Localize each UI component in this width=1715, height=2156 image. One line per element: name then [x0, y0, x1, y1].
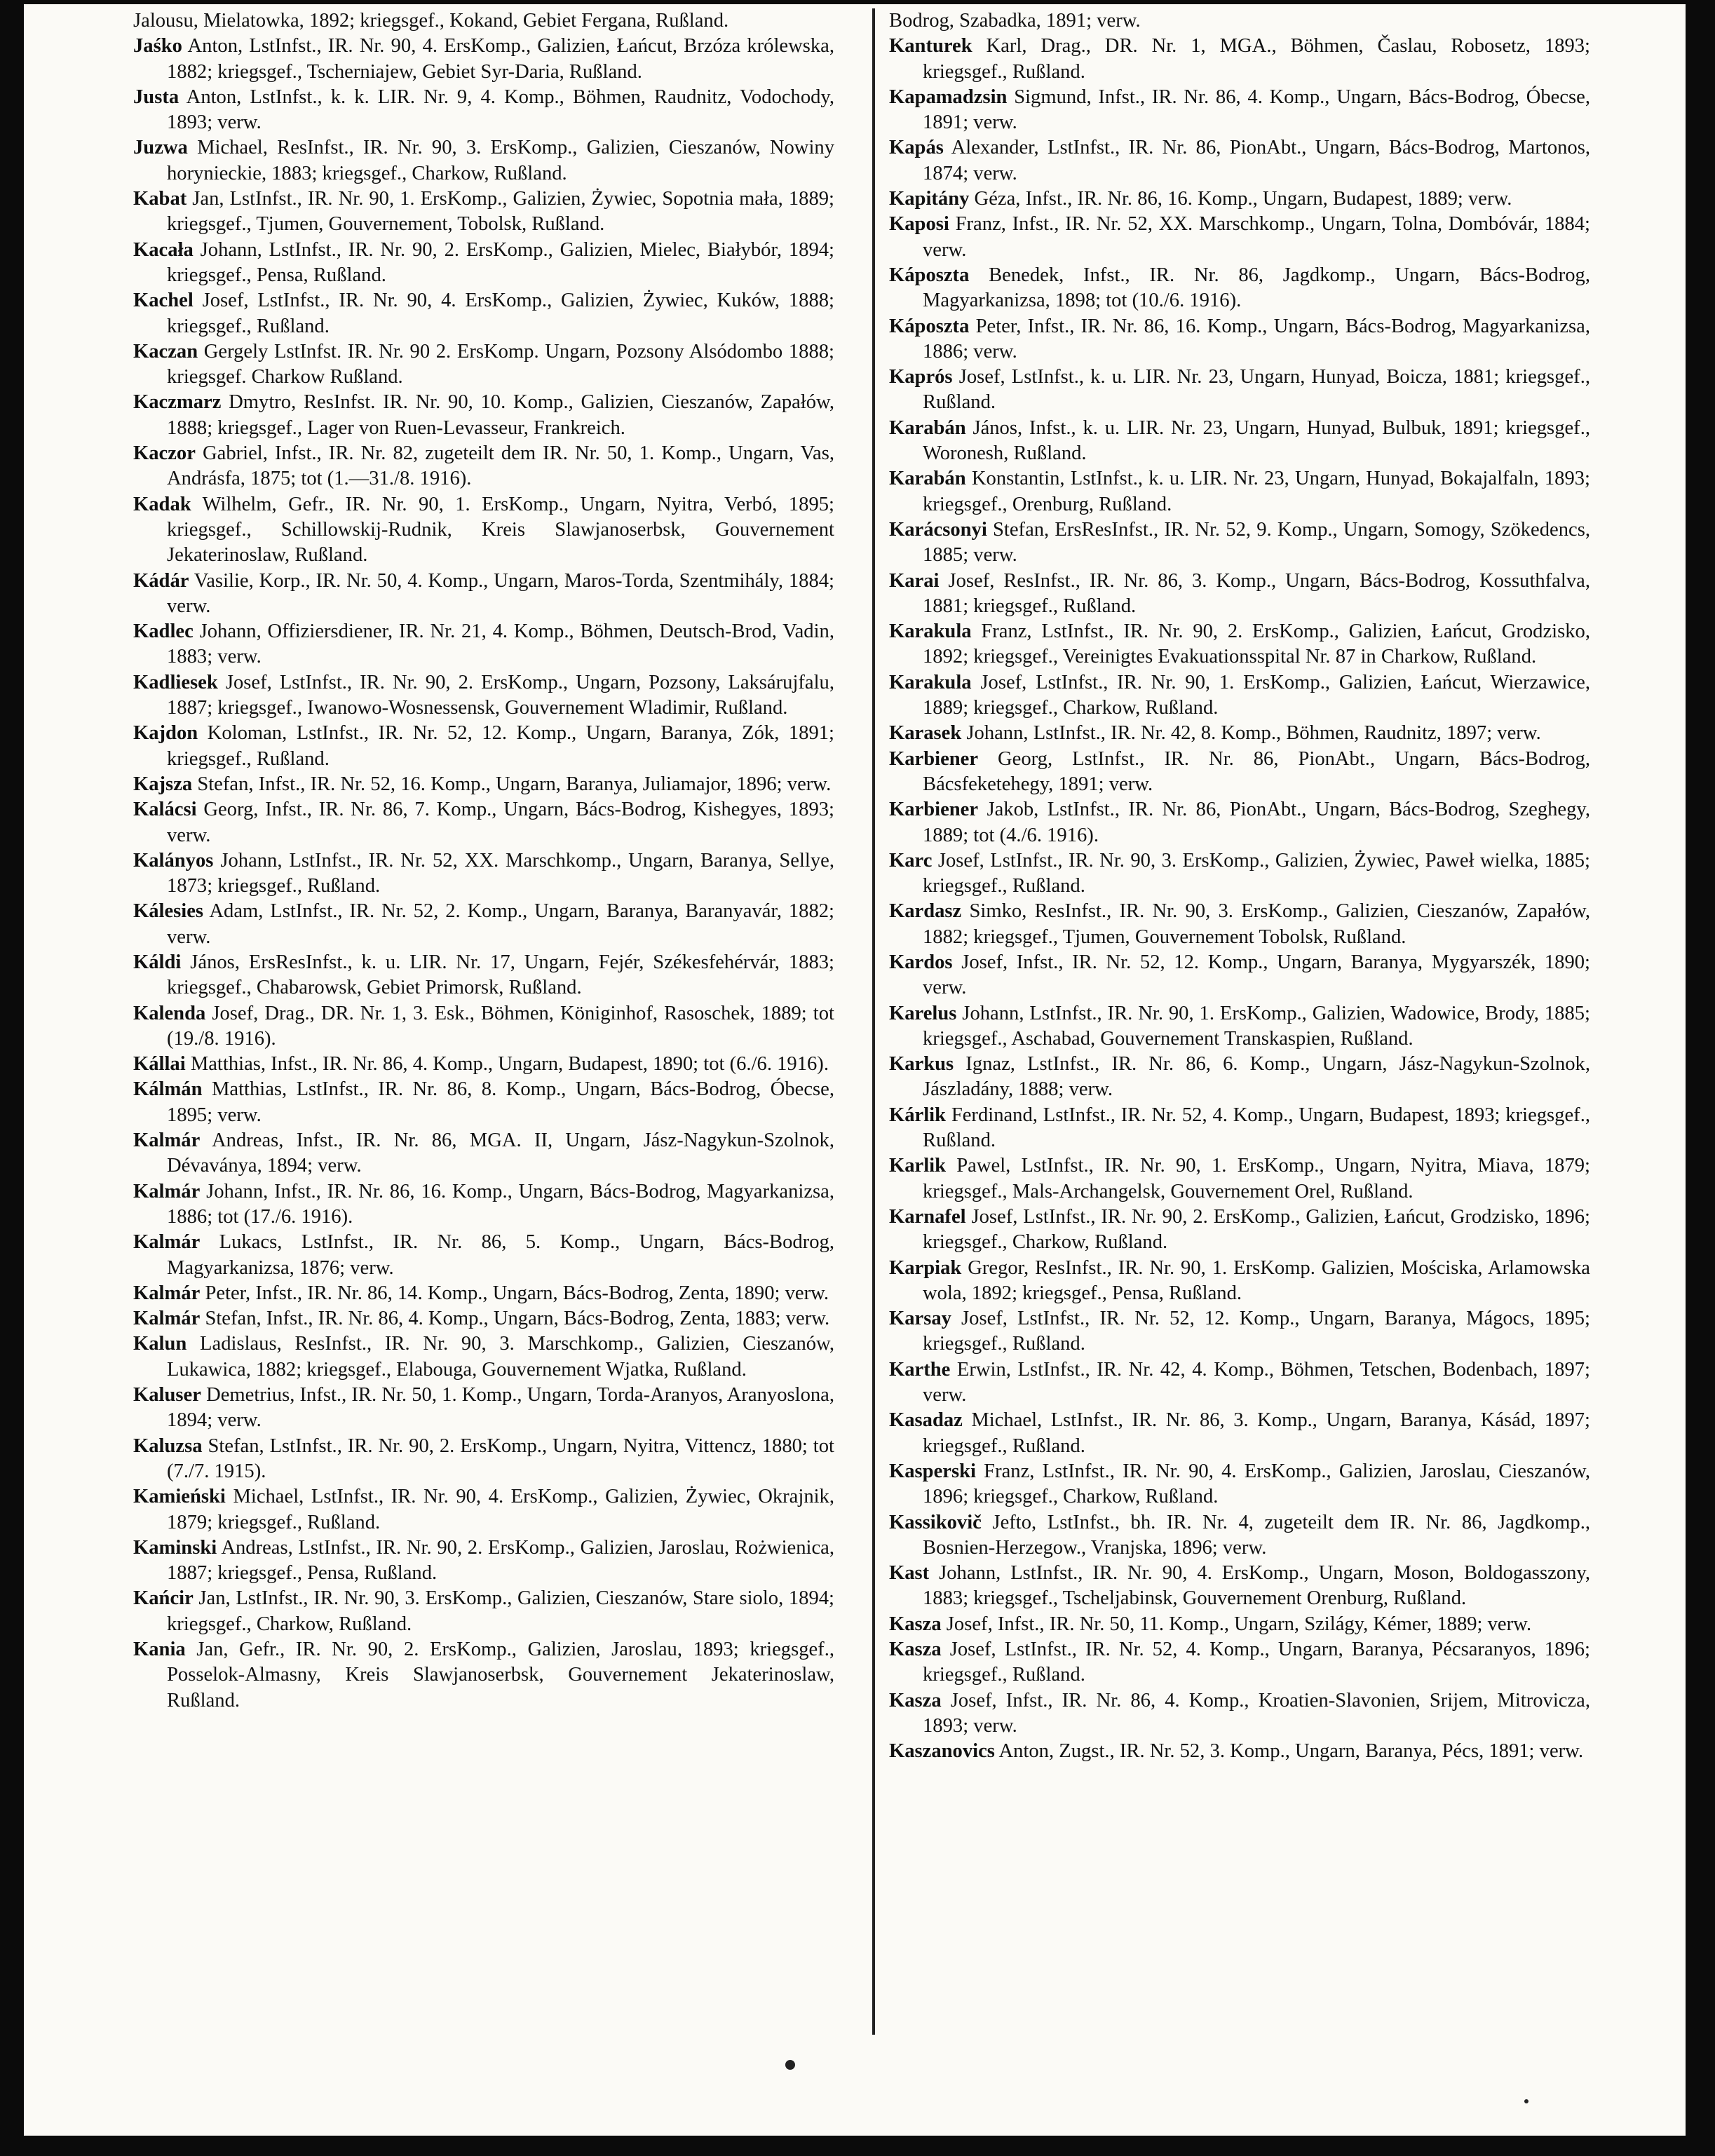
entry-surname: Kajsza: [133, 773, 193, 795]
entry-surname: Kadlec: [133, 621, 194, 643]
entry-details: Jan, LstInfst., IR. Nr. 90, 1. ErsKomp., Galizien, Żywiec, Sopotnia mała, 1889; kriegsgef., Tjumen, Gouvernement, Tobolsk, Rußland.: [167, 188, 834, 236]
entry-details: Josef, Infst., IR. Nr. 50, 11. Komp., Ungarn, Szilágy, Kémer, 1889; verw.: [941, 1613, 1532, 1635]
entry-details: Stefan, Infst., IR. Nr. 52, 16. Komp., Ungarn, Baranya, Juliamajor, 1896; verw.: [192, 773, 832, 795]
register-entry: [889, 466, 1590, 517]
entry-details: Josef, ResInfst., IR. Nr. 86, 3. Komp., Ungarn, Bács-Bodrog, Kossuthfalva, 1881; kriegsgef., Rußland.: [923, 569, 1590, 617]
entry-details: Johann, Offiziersdiener, IR. Nr. 21, 4. Komp., Böhmen, Deutsch-Brod, Vadin, 1883; verw.: [167, 621, 834, 668]
entry-surname: Justa: [133, 86, 179, 108]
entry-details: Georg, Infst., IR. Nr. 86, 7. Komp., Ungarn, Bács-Bodrog, Kishegyes, 1893; verw.: [167, 799, 834, 846]
entry-surname: Kaprós: [889, 366, 953, 388]
entry-details: Bodrog, Szabadka, 1891; verw.: [889, 10, 1141, 32]
entry-surname: Kasperski: [889, 1460, 976, 1482]
entry-surname: Kaminski: [133, 1536, 217, 1559]
register-entry: [889, 721, 1590, 746]
register-entry: [133, 1052, 834, 1077]
entry-surname: Kalmár: [133, 1308, 201, 1330]
register-entry: [889, 1739, 1590, 1764]
entry-details: Johann, LstInfst., IR. Nr. 90, 4. ErsKomp., Ungarn, Moson, Boldogasszony, 1883; kriegsgef., Tscheljabinsk, Gouvernement Orenburg, Rußland.: [923, 1562, 1590, 1610]
entry-details: Anton, LstInfst., k. k. LIR. Nr. 9, 4. Komp., Böhmen, Raudnitz, Vodochody, 1893; verw.: [167, 86, 834, 134]
entry-surname: Karpiak: [889, 1256, 962, 1279]
entry-surname: Kállai: [133, 1053, 186, 1076]
entry-surname: Karácsonyi: [889, 518, 987, 541]
entry-details: Gabriel, Infst., IR. Nr. 82, zugeteilt dem IR. Nr. 50, 1. Komp., Ungarn, Vas, Andrásfa, 1875; tot (1.—31./8. 1916).: [167, 442, 834, 490]
entry-details: Johann, LstInfst., IR. Nr. 90, 1. ErsKomp., Galizien, Wadowice, Brody, 1885; kriegsgef., Aschabad, Gouvernement Transkaspien, Rußland.: [923, 1002, 1590, 1050]
register-entry: [133, 34, 834, 85]
entry-details: Peter, Infst., IR. Nr. 86, 14. Komp., Ungarn, Bács-Bodrog, Zenta, 1890; verw.: [200, 1282, 829, 1304]
entry-surname: Karnafel: [889, 1205, 966, 1228]
entry-details: Michael, LstInfst., IR. Nr. 86, 3. Komp., Ungarn, Baranya, Kásád, 1897; kriegsgef., Rußland.: [923, 1409, 1590, 1457]
register-entry: [133, 1586, 834, 1637]
entry-surname: Kálesies: [133, 900, 204, 923]
register-entry: [889, 1306, 1590, 1357]
entry-surname: Kaposi: [889, 213, 949, 236]
entry-details: Wilhelm, Gefr., IR. Nr. 90, 1. ErsKomp., Ungarn, Nyitra, Verbó, 1895; kriegsgef., Schillowskij-Rudnik, Kreis Slawjanoserbsk, Gouvernement Jekaterinoslaw, Rußland.: [167, 493, 834, 567]
entry-details: Simko, ResInfst., IR. Nr. 90, 3. ErsKomp., Galizien, Cieszanów, Zapałów, 1882; kriegsgef., Tjumen, Gouvernement Tobolsk, Rußland.: [923, 900, 1590, 948]
entry-surname: Kálmán: [133, 1078, 203, 1101]
entry-surname: Karlik: [889, 1155, 947, 1177]
entry-details: Johann, LstInfst., IR. Nr. 42, 8. Komp., Böhmen, Raudnitz, 1897; verw.: [961, 722, 1541, 745]
entry-details: Benedek, Infst., IR. Nr. 86, Jagdkomp., Ungarn, Bács-Bodrog, Magyarkanizsa, 1898; tot (10./6. 1916).: [923, 264, 1590, 312]
register-entry: [133, 950, 834, 1001]
entry-details: Karl, Drag., DR. Nr. 1, MGA., Böhmen, Časlau, Robosetz, 1893; kriegsgef., Rußland.: [923, 35, 1590, 83]
register-entry: [133, 8, 834, 34]
entry-surname: Karbiener: [889, 799, 979, 821]
entry-surname: Kassikovič: [889, 1511, 982, 1533]
register-entry: [133, 1383, 834, 1434]
entry-details: Ferdinand, LstInfst., IR. Nr. 52, 4. Komp., Ungarn, Budapest, 1893; kriegsgef., Rußland.: [923, 1104, 1590, 1152]
entry-details: Andreas, LstInfst., IR. Nr. 90, 2. ErsKomp., Galizien, Jaroslau, Rożwienica, 1887; kriegsgef., Pensa, Rußland.: [167, 1536, 834, 1585]
entry-details: Anton, Zugst., IR. Nr. 52, 3. Komp., Ungarn, Baranya, Pécs, 1891; verw.: [994, 1740, 1584, 1763]
register-entry: [889, 85, 1590, 136]
entry-details: Michael, LstInfst., IR. Nr. 90, 4. ErsKomp., Galizien, Żywiec, Okrajnik, 1879; kriegsgef., Rußland.: [167, 1486, 834, 1533]
register-entry: [889, 34, 1590, 85]
register-entry: [133, 492, 834, 569]
entry-details: Franz, Infst., IR. Nr. 52, XX. Marschkomp., Ungarn, Tolna, Dombóvár, 1884; verw.: [923, 213, 1590, 261]
entry-details: Sigmund, Infst., IR. Nr. 86, 4. Komp., Ungarn, Bács-Bodrog, Óbecse, 1891; verw.: [923, 86, 1590, 134]
register-entry: [133, 797, 834, 848]
entry-surname: Karbiener: [889, 747, 979, 770]
register-entry: [133, 238, 834, 289]
register-entry: [889, 1052, 1590, 1103]
entry-surname: Karelus: [889, 1002, 957, 1024]
entry-details: Georg, LstInfst., IR. Nr. 86, PionAbt., Ungarn, Bács-Bodrog, Bácsfeketehegy, 1891; verw.: [923, 747, 1590, 795]
entry-details: Josef, LstInfst., IR. Nr. 90, 3. ErsKomp., Galizien, Żywiec, Paweł wielka, 1885; kriegsgef., Rußland.: [923, 849, 1590, 897]
entry-details: Johann, LstInfst., IR. Nr. 90, 2. ErsKomp., Galizien, Mielec, Białybór, 1894; kriegsgef., Pensa, Rußland.: [167, 238, 834, 286]
entry-surname: Kasza: [889, 1613, 942, 1635]
register-entry: [133, 1331, 834, 1383]
entry-details: Alexander, LstInfst., IR. Nr. 86, PionAbt., Ungarn, Bács-Bodrog, Martonos, 1874; verw.: [923, 137, 1590, 184]
entry-surname: Kapamadzsin: [889, 86, 1008, 108]
entry-details: Ignaz, LstInfst., IR. Nr. 86, 6. Komp., Ungarn, Jász-Nagykun-Szolnok, Jászladány, 1888; verw.: [923, 1053, 1590, 1101]
entry-details: Stefan, Infst., IR. Nr. 86, 4. Komp., Ungarn, Bács-Bodrog, Zenta, 1883; verw.: [200, 1308, 830, 1330]
register-entry: [889, 135, 1590, 187]
entry-surname: Kalmár: [133, 1282, 201, 1304]
register-entry: [133, 619, 834, 670]
entry-surname: Kalmár: [133, 1180, 201, 1202]
register-entry: [889, 1103, 1590, 1154]
register-entry: [889, 747, 1590, 798]
entry-details: Matthias, Infst., IR. Nr. 86, 4. Komp., Ungarn, Budapest, 1890; tot (6./6. 1916).: [185, 1053, 829, 1076]
register-entry: [889, 1612, 1590, 1637]
entry-surname: Kania: [133, 1639, 186, 1660]
register-entry: [889, 569, 1590, 620]
entry-details: Matthias, LstInfst., IR. Nr. 86, 8. Komp., Ungarn, Bács-Bodrog, Óbecse, 1895; verw.: [167, 1078, 834, 1126]
entry-details: Jan, Gefr., IR. Nr. 90, 2. ErsKomp., Galizien, Jaroslau, 1893; kriegsgef., Posselok-Almasny, Kreis Slawjanoserbsk, Gouvernement Jekaterinoslaw, Rußland.: [167, 1639, 834, 1711]
entry-surname: Kalmár: [133, 1231, 201, 1254]
register-entry: [889, 899, 1590, 950]
entry-surname: Kajdon: [133, 722, 198, 745]
entry-surname: Kachel: [133, 290, 194, 312]
entry-surname: Kaluser: [133, 1384, 201, 1406]
entry-surname: Kamieński: [133, 1486, 226, 1508]
register-entry: [133, 1535, 834, 1587]
entry-details: Anton, LstInfst., IR. Nr. 90, 4. ErsKomp., Galizien, Łańcut, Brzóza królewska, 1882; kriegsgef., Tscherniajew, Gebiet Syr-Daria, Rußland.: [167, 35, 834, 83]
entry-surname: Karakula: [889, 671, 972, 693]
entry-details: Josef, Drag., DR. Nr. 1, 3. Esk., Böhmen, Königinhof, Rasoschek, 1889; tot (19./8. 1916).: [167, 1002, 834, 1050]
register-entry: [889, 1205, 1590, 1256]
entry-details: Konstantin, LstInfst., k. u. LIR. Nr. 23, Ungarn, Hunyad, Bokajalfaln, 1893; kriegsgef., Orenburg, Rußland.: [923, 468, 1590, 515]
entry-details: Johann, LstInfst., IR. Nr. 52, XX. Marschkomp., Ungarn, Baranya, Sellye, 1873; kriegsgef., Rußland.: [167, 849, 834, 897]
entry-surname: Kacała: [133, 238, 194, 261]
register-entry: [133, 1484, 834, 1535]
entry-surname: Kaczor: [133, 442, 196, 465]
entry-details: Andreas, Infst., IR. Nr. 86, MGA. II, Ungarn, Jász-Nagykun-Szolnok, Dévaványa, 1894; verw.: [167, 1130, 834, 1177]
register-entry: [889, 1688, 1590, 1740]
entry-surname: Kańcir: [133, 1587, 194, 1610]
entry-details: Josef, LstInfst., IR. Nr. 90, 2. ErsKomp., Galizien, Łańcut, Grodzisko, 1896; kriegsgef., Charkow, Rußland.: [923, 1205, 1590, 1254]
entry-surname: Kabat: [133, 188, 187, 210]
register-entry: [133, 569, 834, 620]
register-entry: [889, 1256, 1590, 1307]
entry-details: Erwin, LstInfst., IR. Nr. 42, 4. Komp., Böhmen, Tetschen, Bodenbach, 1897; verw.: [923, 1358, 1590, 1406]
register-entry: [133, 1281, 834, 1306]
entry-surname: Karakula: [889, 621, 972, 643]
register-entry: [133, 288, 834, 339]
entry-surname: Kapitány: [889, 188, 970, 210]
register-entry: [133, 135, 834, 187]
register-entry: [133, 772, 834, 797]
ink-spot: [785, 2060, 795, 2070]
left-column: [133, 8, 834, 1714]
register-entry: [889, 619, 1590, 670]
register-entry: [133, 441, 834, 492]
register-entry: [133, 848, 834, 900]
entry-details: Jefto, LstInfst., bh. IR. Nr. 4, zugeteilt dem IR. Nr. 86, Jagdkomp., Bosnien-Herzegow., Vranjska, 1896; verw.: [923, 1511, 1590, 1559]
register-entry: [889, 1510, 1590, 1561]
register-entry: [889, 365, 1590, 416]
register-entry: [889, 416, 1590, 467]
register-entry: [133, 1179, 834, 1230]
entry-surname: Kalenda: [133, 1002, 206, 1024]
entry-details: Josef, LstInfst., IR. Nr. 90, 1. ErsKomp., Galizien, Łańcut, Wierzawice, 1889; kriegsgef., Charkow, Rußland.: [923, 671, 1590, 719]
register-entry: [889, 1637, 1590, 1688]
entry-details: Josef, LstInfst., IR. Nr. 90, 4. ErsKomp., Galizien, Żywiec, Kuków, 1888; kriegsgef., Rußland.: [167, 290, 834, 337]
entry-details: Jakob, LstInfst., IR. Nr. 86, PionAbt., Ungarn, Bács-Bodrog, Szeghegy, 1889; tot (4./6. 1916).: [923, 799, 1590, 846]
register-entry: [889, 8, 1590, 34]
register-entry: [889, 670, 1590, 721]
entry-details: Pawel, LstInfst., IR. Nr. 90, 1. ErsKomp., Ungarn, Nyitra, Miava, 1879; kriegsgef., Mals-Archangelsk, Gouvernement Orel, Rußland.: [923, 1155, 1590, 1202]
entry-surname: Karai: [889, 569, 940, 592]
entry-surname: Karkus: [889, 1053, 954, 1076]
register-entry: [133, 1637, 834, 1714]
entry-surname: Karabán: [889, 468, 966, 490]
entry-details: Peter, Infst., IR. Nr. 86, 16. Komp., Ungarn, Bács-Bodrog, Magyarkanizsa, 1886; verw.: [923, 315, 1590, 362]
register-entry: [889, 797, 1590, 848]
register-entry: [889, 1001, 1590, 1052]
entry-surname: Kadak: [133, 493, 191, 515]
entry-details: Stefan, LstInfst., IR. Nr. 90, 2. ErsKomp., Ungarn, Nyitra, Vittencz, 1880; tot (7./7. 1915).: [167, 1435, 834, 1482]
register-entry: [133, 390, 834, 441]
entry-details: János, ErsResInfst., k. u. LIR. Nr. 17, Ungarn, Fejér, Székesfehérvár, 1883; kriegsgef., Chabarowsk, Gebiet Primorsk, Rußland.: [167, 951, 834, 999]
register-entry: [889, 314, 1590, 365]
register-entry: [133, 1230, 834, 1281]
entry-surname: Kasza: [889, 1639, 942, 1660]
entry-surname: Kadliesek: [133, 671, 218, 693]
register-entry: [889, 187, 1590, 212]
entry-surname: Karthe: [889, 1358, 951, 1381]
register-entry: [889, 1153, 1590, 1205]
entry-details: Ladislaus, ResInfst., IR. Nr. 90, 3. Marschkomp., Galizien, Cieszanów, Lukawica, 1882; kriegsgef., Elabouga, Gouvernement Wjatka, Rußland.: [167, 1333, 834, 1381]
entry-surname: Kasza: [889, 1689, 942, 1711]
entry-details: Josef, LstInfst., IR. Nr. 90, 2. ErsKomp., Ungarn, Pozsony, Laksárujfalu, 1887; kriegsgef., Iwanowo-Wosnessensk, Gouvernement Wladimir, Rußland.: [167, 671, 834, 719]
entry-details: Josef, LstInfst., IR. Nr. 52, 12. Komp., Ungarn, Baranya, Mágocs, 1895; kriegsgef., Rußland.: [923, 1308, 1590, 1355]
right-column: [889, 8, 1590, 1764]
register-entry: [889, 517, 1590, 569]
register-entry: [889, 1561, 1590, 1612]
entry-surname: Kalun: [133, 1333, 187, 1355]
entry-details: Adam, LstInfst., IR. Nr. 52, 2. Komp., Ungarn, Baranya, Baranyavár, 1882; verw.: [167, 900, 834, 948]
entry-surname: Kaczan: [133, 340, 198, 362]
register-entry: [133, 1077, 834, 1128]
entry-surname: Kardos: [889, 951, 953, 973]
entry-details: Jan, LstInfst., IR. Nr. 90, 3. ErsKomp., Galizien, Cieszanów, Stare siolo, 1894; kriegsgef., Charkow, Rußland.: [167, 1587, 834, 1635]
entry-details: Josef, LstInfst., IR. Nr. 52, 4. Komp., Ungarn, Baranya, Pécsaranyos, 1896; kriegsgef., Rußland.: [923, 1639, 1590, 1686]
register-entry: [133, 1001, 834, 1052]
ink-spot: [1524, 2099, 1528, 2103]
entry-surname: Kanturek: [889, 35, 972, 57]
entry-details: Koloman, LstInfst., IR. Nr. 52, 12. Komp., Ungarn, Baranya, Zók, 1891; kriegsgef., Rußland.: [167, 722, 834, 770]
entry-surname: Kaczmarz: [133, 391, 222, 414]
entry-surname: Juzwa: [133, 137, 188, 159]
entry-surname: Karabán: [889, 416, 966, 439]
entry-surname: Kalányos: [133, 849, 214, 872]
entry-details: Jalousu, Mielatowka, 1892; kriegsgef., Kokand, Gebiet Fergana, Rußland.: [133, 10, 729, 32]
register-entry: [889, 212, 1590, 263]
register-entry: [133, 1306, 834, 1331]
entry-details: Gergely LstInfst. IR. Nr. 90 2. ErsKomp. Ungarn, Pozsony Alsódombo 1888; kriegsgef. Charkow Rußland.: [167, 340, 834, 388]
entry-surname: Kardasz: [889, 900, 962, 923]
entry-details: Dmytro, ResInfst. IR. Nr. 90, 10. Komp., Galizien, Cieszanów, Zapałów, 1888; kriegsgef., Lager von Ruen-Levasseur, Frankreich.: [167, 391, 834, 439]
register-entry: [889, 1408, 1590, 1459]
entry-surname: Kaszanovics: [889, 1740, 995, 1763]
entry-details: Gregor, ResInfst., IR. Nr. 90, 1. ErsKomp. Galizien, Mościska, Arlamowska wola, 1892; kriegsgef., Pensa, Rußland.: [923, 1256, 1590, 1304]
register-entry: [133, 187, 834, 238]
entry-surname: Kaluzsa: [133, 1435, 203, 1457]
entry-surname: Kalácsi: [133, 799, 197, 821]
entry-surname: Káposzta: [889, 315, 970, 337]
entry-details: Stefan, ErsResInfst., IR. Nr. 52, 9. Komp., Ungarn, Somogy, Szökedencs, 1885; verw.: [923, 518, 1590, 567]
entry-details: Johann, Infst., IR. Nr. 86, 16. Komp., Ungarn, Bács-Bodrog, Magyarkanizsa, 1886; tot (17./6. 1916).: [167, 1180, 834, 1228]
column-divider: [872, 8, 875, 2035]
register-entry: [133, 1434, 834, 1485]
entry-surname: Jaśko: [133, 35, 182, 57]
register-entry: [133, 899, 834, 950]
entry-details: Franz, LstInfst., IR. Nr. 90, 2. ErsKomp., Galizien, Łańcut, Grodzisko, 1892; kriegsgef., Vereinigtes Evakuationsspital Nr. 87 in Charkow, Rußland.: [923, 621, 1590, 668]
register-entry: [889, 263, 1590, 314]
register-entry: [133, 85, 834, 136]
entry-details: Géza, Infst., IR. Nr. 86, 16. Komp., Ungarn, Budapest, 1889; verw.: [969, 188, 1512, 210]
register-entry: [133, 339, 834, 391]
entry-surname: Kárlik: [889, 1104, 947, 1126]
register-entry: [133, 721, 834, 772]
document-page: [24, 4, 1686, 2136]
entry-surname: Kapás: [889, 137, 944, 159]
entry-details: Michael, ResInfst., IR. Nr. 90, 3. ErsKomp., Galizien, Cieszanów, Nowiny horynieckie, 1883; kriegsgef., Charkow, Rußland.: [167, 137, 834, 184]
entry-surname: Karsay: [889, 1308, 951, 1330]
register-entry: [889, 1357, 1590, 1409]
entry-surname: Kalmár: [133, 1130, 201, 1152]
register-entry: [133, 670, 834, 721]
register-entry: [133, 1128, 834, 1179]
entry-surname: Karasek: [889, 722, 962, 745]
entry-surname: Karc: [889, 849, 933, 872]
entry-surname: Káposzta: [889, 264, 970, 286]
entry-details: Josef, Infst., IR. Nr. 52, 12. Komp., Ungarn, Baranya, Mygyarszék, 1890; verw.: [923, 951, 1590, 999]
entry-surname: Kasadaz: [889, 1409, 963, 1432]
entry-details: Demetrius, Infst., IR. Nr. 50, 1. Komp., Ungarn, Torda-Aranyos, Aranyoslona, 1894; verw.: [167, 1384, 834, 1432]
entry-details: Franz, LstInfst., IR. Nr. 90, 4. ErsKomp., Galizien, Jaroslau, Cieszanów, 1896; kriegsgef., Charkow, Rußland.: [923, 1460, 1590, 1508]
entry-details: János, Infst., k. u. LIR. Nr. 23, Ungarn, Hunyad, Bulbuk, 1891; kriegsgef., Woronesh, Rußland.: [923, 416, 1590, 465]
entry-details: Josef, Infst., IR. Nr. 86, 4. Komp., Kroatien-Slavonien, Srijem, Mitrovicza, 1893; verw.: [923, 1689, 1590, 1737]
register-entry: [889, 1459, 1590, 1510]
register-entry: [889, 848, 1590, 900]
entry-surname: Kast: [889, 1562, 930, 1585]
entry-details: Vasilie, Korp., IR. Nr. 50, 4. Komp., Ungarn, Maros-Torda, Szentmihály, 1884; verw.: [167, 569, 834, 617]
entry-details: Josef, LstInfst., k. u. LIR. Nr. 23, Ungarn, Hunyad, Boicza, 1881; kriegsgef., Rußland.: [923, 366, 1590, 414]
register-entry: [889, 950, 1590, 1001]
entry-surname: Káldi: [133, 951, 182, 973]
entry-surname: Kádár: [133, 569, 189, 592]
entry-details: Lukacs, LstInfst., IR. Nr. 86, 5. Komp., Ungarn, Bács-Bodrog, Magyarkanizsa, 1876; verw.: [167, 1231, 834, 1279]
